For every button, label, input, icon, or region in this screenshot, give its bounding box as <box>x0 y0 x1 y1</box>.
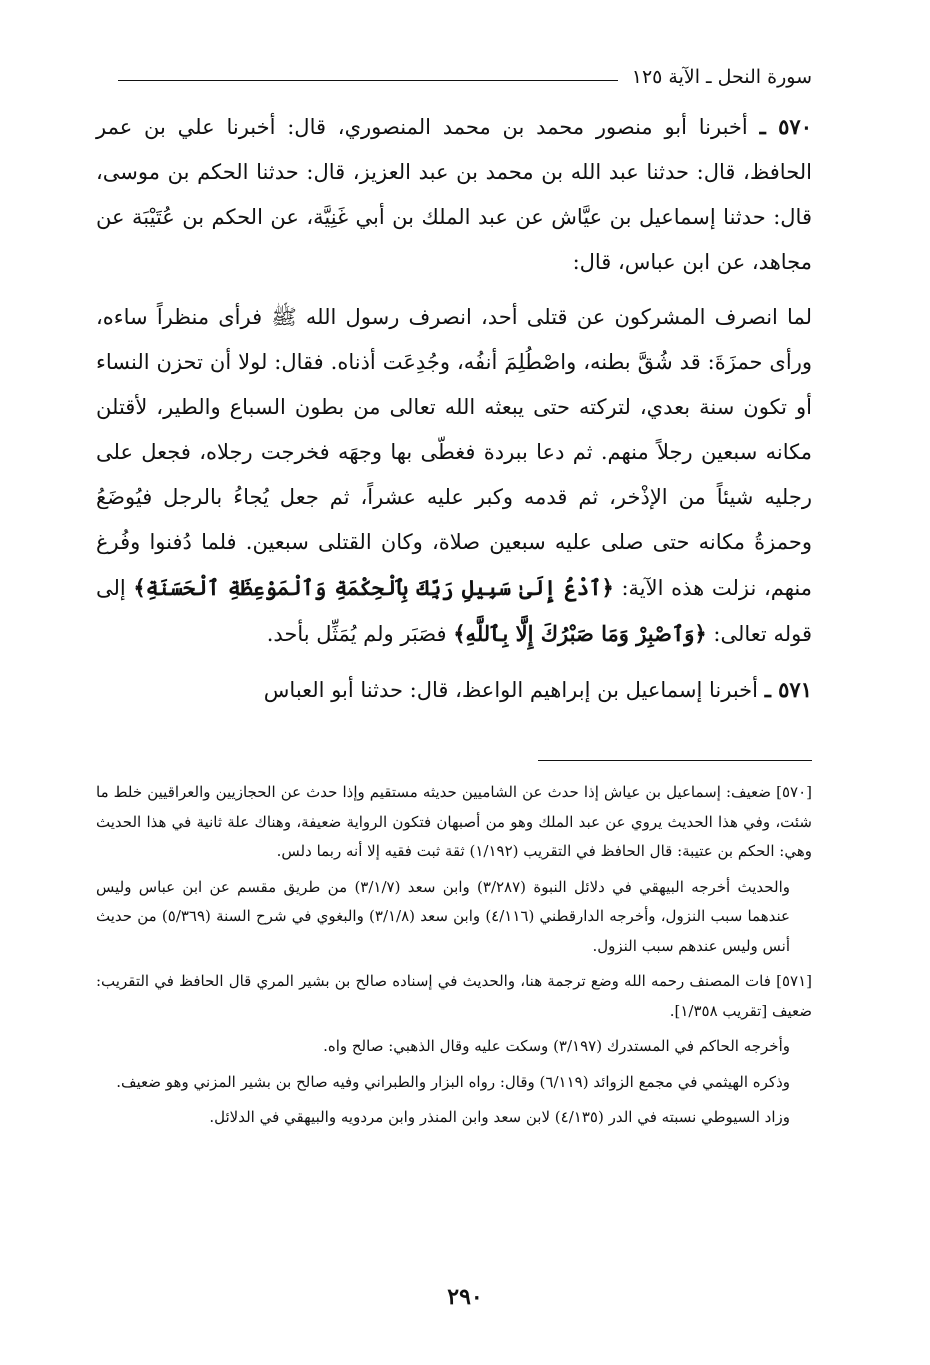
footnote-571-a: [٥٧١] فات المصنف رحمه الله وضع ترجمة هنا، والحديث في إسناده صالح بن بشير المري قال الحافظ في التقريب: ضعيف [تقريب ١/٣٥٨]. <box>96 972 812 1020</box>
hadith-571-chain: أخبرنا إسماعيل بن إبراهيم الواعظ، قال: حدثنا أبو العباس <box>263 678 758 702</box>
body-text-b: إلى قوله تعالى: <box>96 576 812 646</box>
running-title: سورة النحل ـ الآية ١٢٥ <box>631 66 812 88</box>
footnote-571-d: وزاد السيوطي نسبته في الدر (٤/١٣٥) لابن سعد وابن المنذر وابن مردويه والبيهقي في الدلائل. <box>209 1108 790 1126</box>
quran-verse-1: ﴿ٱدْعُ إِلَىٰ سَبِيلِ رَبِّكَ بِٱلْحِكْمَةِ وَٱلْمَوْعِظَةِ ٱلْحَسَنَةِ﴾ <box>133 575 614 600</box>
footnote-separator <box>538 760 812 761</box>
footnote-571-c: وذكره الهيثمي في مجمع الزوائد (٦/١١٩) وقال: رواه البزار والطبراني وفيه صالح بن بشير المزني وهو ضعيف. <box>116 1072 790 1091</box>
hadith-number-571: ٥٧١ ـ <box>764 677 812 702</box>
quran-verse-2: ﴿وَٱصْبِرْ وَمَا صَبْرُكَ إِلَّا بِٱللَّهِ﴾ <box>453 621 707 646</box>
footnotes <box>96 778 812 1139</box>
footnote-570-b: والحديث أخرجه البيهقي في دلائل النبوة (٣/٢٨٧) وابن سعد (٣/١/٧) من طريق مقسم عن ابن عباس وليس عندهما سبب النزول، وأخرجه الدارقطني (٤/١١٦) وابن سعد (٣/١/٨) والبغوي في شرح السنة (٥/٣٦٩) من حديث أنس وليس عندهم سبب النزول. <box>96 877 790 955</box>
body-text-c: فصَبَر ولم يُمَثِّل بأحد. <box>266 622 447 646</box>
main-text <box>96 104 812 723</box>
footnote-570-a: [٥٧٠] ضعيف: إسماعيل بن عياش إذا حدث عن الشاميين حديثه مستقيم وإذا حدث عن الحجازيين والعراقيين خلط ما شئت، وفي هذا الحديث يروي عن عبد الملك وهو من أصبهان فتكون الرواية ضعيفة، وهناك علة ثانية في هذا الحديث وهي: الحكم بن عتيبة: قال الحافظ في التقريب (١/١٩٢) ثقة ثبت فقيه إلا أنه ربما دلس. <box>96 783 812 860</box>
hadith-570 <box>96 104 812 285</box>
footnote-571-b: وأخرجه الحاكم في المستدرك (٣/١٩٧) وسكت عليه وقال الذهبي: صالح واه. <box>323 1037 790 1055</box>
body-text-a: لما انصرف المشركون عن قتلى أحد، انصرف رسول الله ﷺ فرأى منظراً ساءه، ورأى حمزَةَ: قد شُقَّ بطنه، واصْطُلِمَ أنفُه، وجُدِعَت أذناه. فقال: لولا أن تحزن النساء أو تكون سنة بعدي، لتركته حتى يبعثه الله تعالى من بطون السباع والطير، لأقتلن مكانه سبعين رجلاً منهم. ثم دعا ببردة فغطّى بها وجهَه فخرجت رجلاه، فجعل على رجليه شيئاً من الإذْخر، ثم قدمه وكبر عليه عشراً، ثم جعل يُجاءُ بالرجل فيُوضَعُ وحمزةُ مكانه حتى صلى عليه سبعين صلاة، وكان القتلى سبعين. فلما دُفنوا وفُرغ منهم، نزلت هذه الآية: <box>96 305 812 600</box>
running-header <box>118 66 812 88</box>
hadith-571 <box>96 667 812 713</box>
hadith-570-body <box>96 295 812 657</box>
hadith-570-chain: أخبرنا أبو منصور محمد بن محمد المنصوري، قال: أخبرنا علي بن عمر الحافظ، قال: حدثنا عبد الله بن محمد بن عبد العزيز، قال: حدثنا الحكم بن موسى، قال: حدثنا إسماعيل بن عيَّاش عن عبد الملك بن أبي غَنِيَّة، عن الحكم بن عُتَيْبَة عن مجاهد، عن ابن عباس، قال: <box>96 115 812 274</box>
hadith-number-570: ٥٧٠ ـ <box>759 114 812 139</box>
page-number: ٢٩٠ <box>447 1284 483 1310</box>
header-rule <box>118 80 618 81</box>
